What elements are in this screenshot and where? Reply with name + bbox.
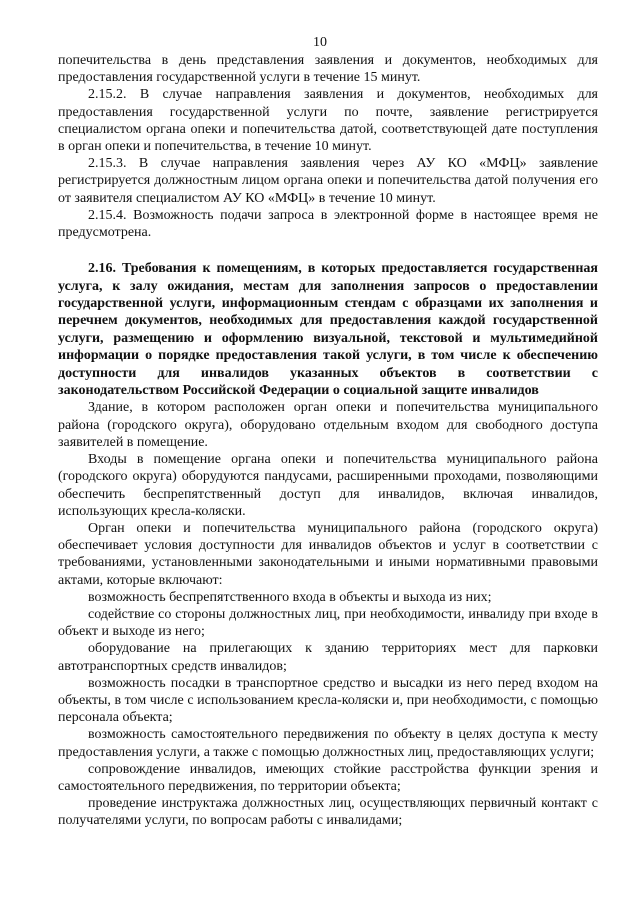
section-heading-2-16: 2.16. Требования к помещениям, в которых предоставляется государственная услуга, к залу ожидания, местам для заполнения запросов о предоставлении государственной услуги, информационным стендам с образцами их заполнения и перечнем документов, необходимых для предоставления каждой государственной услуги, размещению и оформлению визуальной, текстовой и мультимедийной информации о порядке предоставления такой услуги, в том числе к обеспечению доступности для инвалидов указанных объектов в соответствии с законодательством Российской Федерации о социальной защите инвалидов [58,261,598,399]
page-number: 10 [313,35,327,50]
paragraph-2-15-2: 2.15.2. В случае направления заявления и документов, необходимых для предоставления государственной услуги по почте, заявление регистрируется специалистом органа опеки и попечительства датой, соответствующей дате поступления в орган опеки и попечительства, в течение 10 минут. [58,87,598,155]
paragraph-continuation: попечительства в день представления заявления и документов, необходимых для предоставления государственной услуги в течение 15 минут. [58,53,598,86]
list-item: оборудование на прилегающих к зданию территориях мест для парковки автотранспортных средств инвалидов; [58,641,598,674]
list-item: возможность посадки в транспортное средство и высадки из него перед входом на объекты, в том числе с использованием кресла-коляски и, при необходимости, с помощью персонала объекта; [58,675,598,726]
list-item: возможность самостоятельного передвижения по объекту в целях доступа к месту предоставления услуги, а также с помощью должностных лиц, предоставляющих услуги; [58,727,598,760]
paragraph-2-15-3: 2.15.3. В случае направления заявления через АУ КО «МФЦ» заявление регистрируется должностным лицом органа опеки и попечительства датой получения его от заявителя специалистом АУ КО «МФЦ» в течение 10 минут. [58,156,598,206]
paragraph-2-15-4: 2.15.4. Возможность подачи запроса в электронной форме в настоящее время не предусмотрена. [58,207,598,241]
list-item: сопровождение инвалидов, имеющих стойкие расстройства функции зрения и самостоятельного передвижения, по территории объекта; [58,761,598,794]
section-spacer [58,241,598,260]
list-item: содействие со стороны должностных лиц, при необходимости, инвалиду при входе в объект и выходе из него; [58,606,598,640]
paragraph-ramps: Входы в помещение органа опеки и попечительства муниципального района (городского округа) оборудуются пандусами, расширенными проходами, позволяющими обеспечить беспрепятственный доступ для инвалидов, включая инвалидов, использующих кресла-коляски. [58,452,598,519]
paragraph-accessibility-conditions: Орган опеки и попечительства муниципального района (городского округа) обеспечивает условия доступности для инвалидов объектов и услуг в соответствии с требованиями, установленными законодательными и иными нормативными правовыми актами, которые включают: [58,520,598,588]
document-body [58,52,598,830]
paragraph-building-entrance: Здание, в котором расположен орган опеки и попечительства муниципального района (городского округа), оборудовано отдельным входом для свободного доступа заявителей в помещение. [58,400,598,450]
list-item: возможность беспрепятственного входа в объекты и выхода из них; [88,589,492,605]
list-item: проведение инструктажа должностных лиц, осуществляющих первичный контакт с получателями услуги, по вопросам работы с инвалидами; [58,796,598,829]
